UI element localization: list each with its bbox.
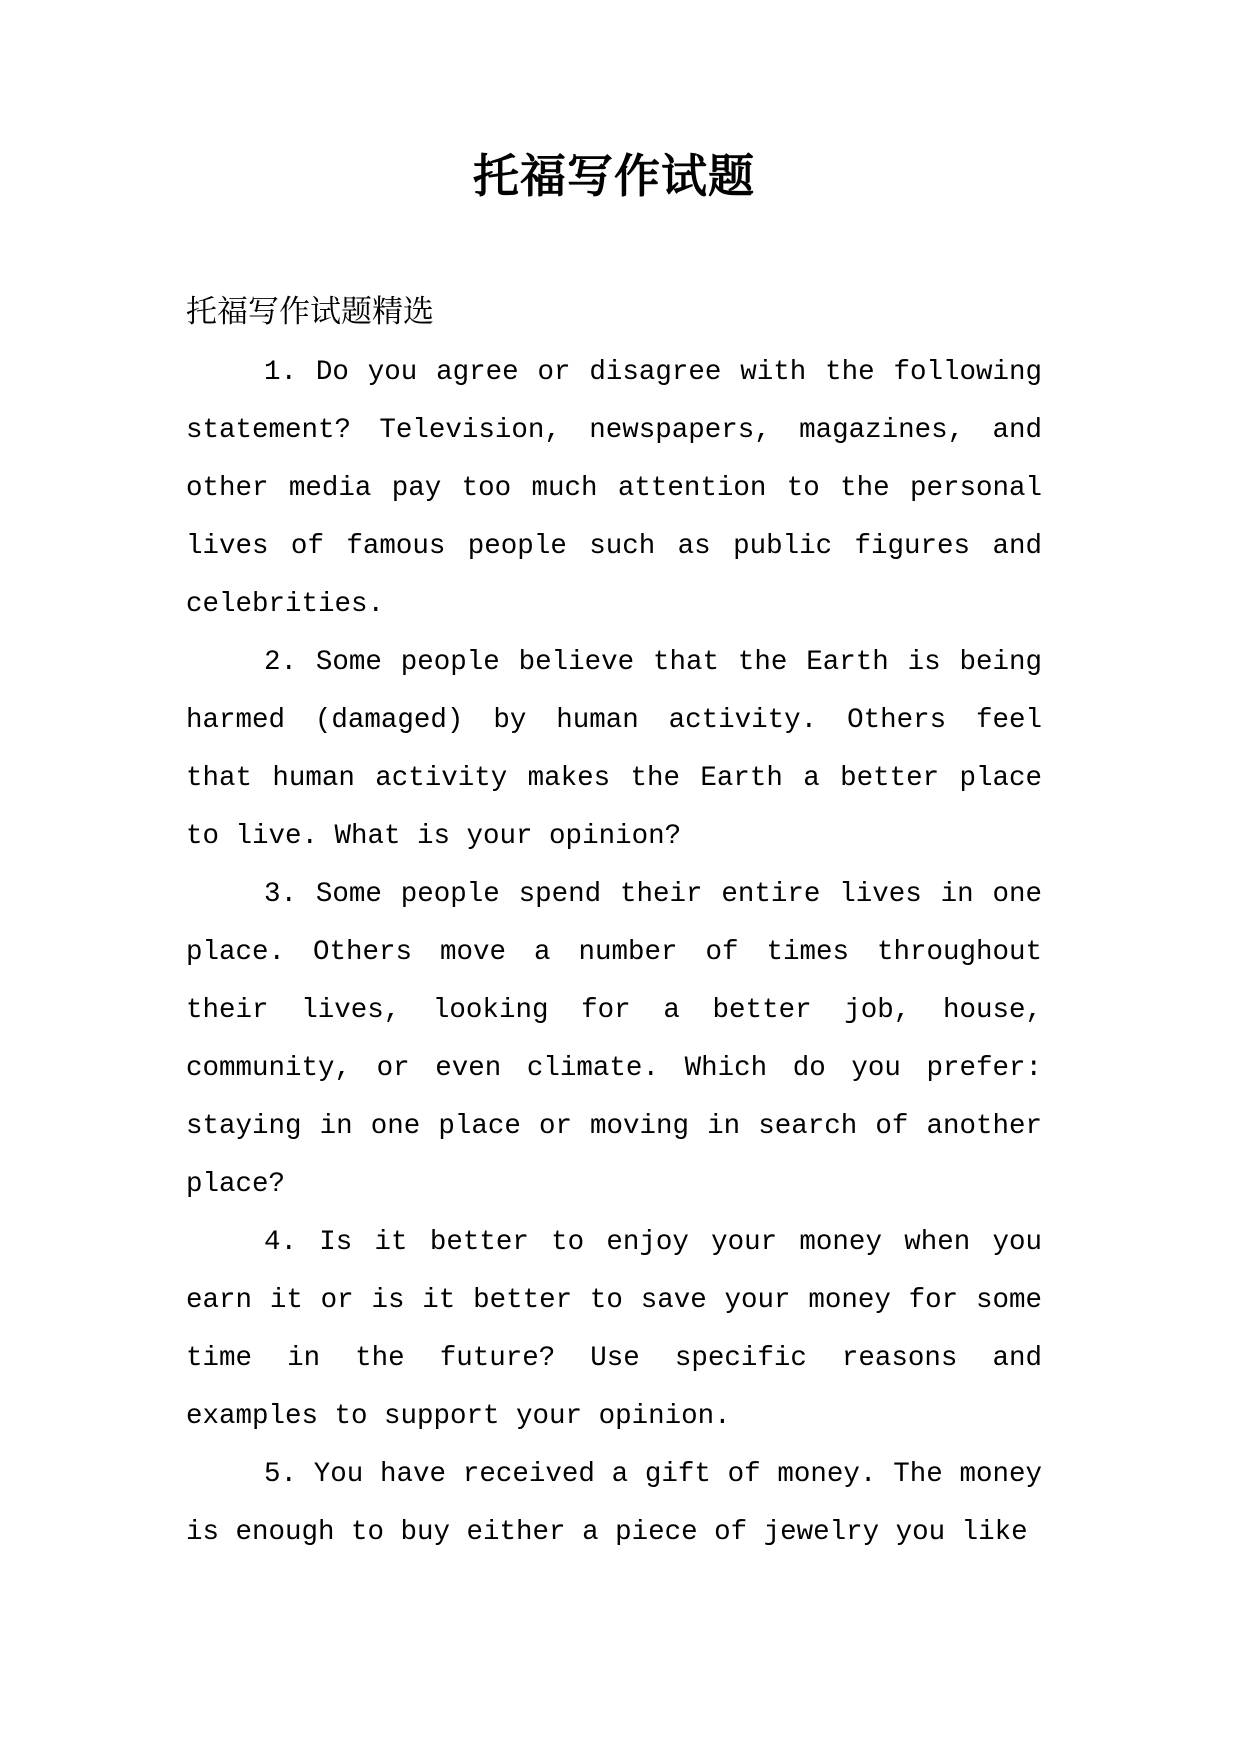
text-line: place. Others move a number of times throughout [186,937,1042,968]
text-line: 2. Some people believe that the Earth is being [264,647,1042,678]
text-line: 1. Do you agree or disagree with the following [264,357,1042,388]
text-line: place? [186,1169,286,1200]
text-line: to live. What is your opinion? [186,821,682,852]
text-line: staying in one place or moving in search of another [186,1111,1042,1142]
text-line: their lives, looking for a better job, house, [186,995,1042,1026]
text-line: community, or even climate. Which do you prefer: [186,1053,1042,1084]
text-line: statement? Television, newspapers, magazines, and [186,415,1042,446]
text-line: 3. Some people spend their entire lives in one [264,879,1042,910]
text-line: 4. Is it better to enjoy your money when you [264,1227,1042,1258]
paragraph [186,634,1042,866]
intro-line: 托福写作试题精选 [186,297,434,332]
text-line: earn it or is it better to save your money for some [186,1285,1042,1316]
page-title: 托福写作试题 [473,151,755,202]
paragraph [186,1446,1042,1562]
text-line: 5. You have received a gift of money. The money [264,1459,1042,1490]
text-line: celebrities. [186,589,385,620]
text-line: harmed (damaged) by human activity. Others feel [186,705,1042,736]
text-line: lives of famous people such as public figures and [186,531,1042,562]
document-body [186,286,1042,1562]
text-line: other media pay too much attention to the personal [186,473,1042,504]
paragraph [186,344,1042,634]
paragraph [186,866,1042,1214]
text-line: examples to support your opinion. [186,1401,731,1432]
text-line: is enough to buy either a piece of jewelry you like [186,1517,1028,1548]
text-line: that human activity makes the Earth a better place [186,763,1042,794]
text-line: time in the future? Use specific reasons and [186,1343,1042,1374]
paragraph [186,1214,1042,1446]
